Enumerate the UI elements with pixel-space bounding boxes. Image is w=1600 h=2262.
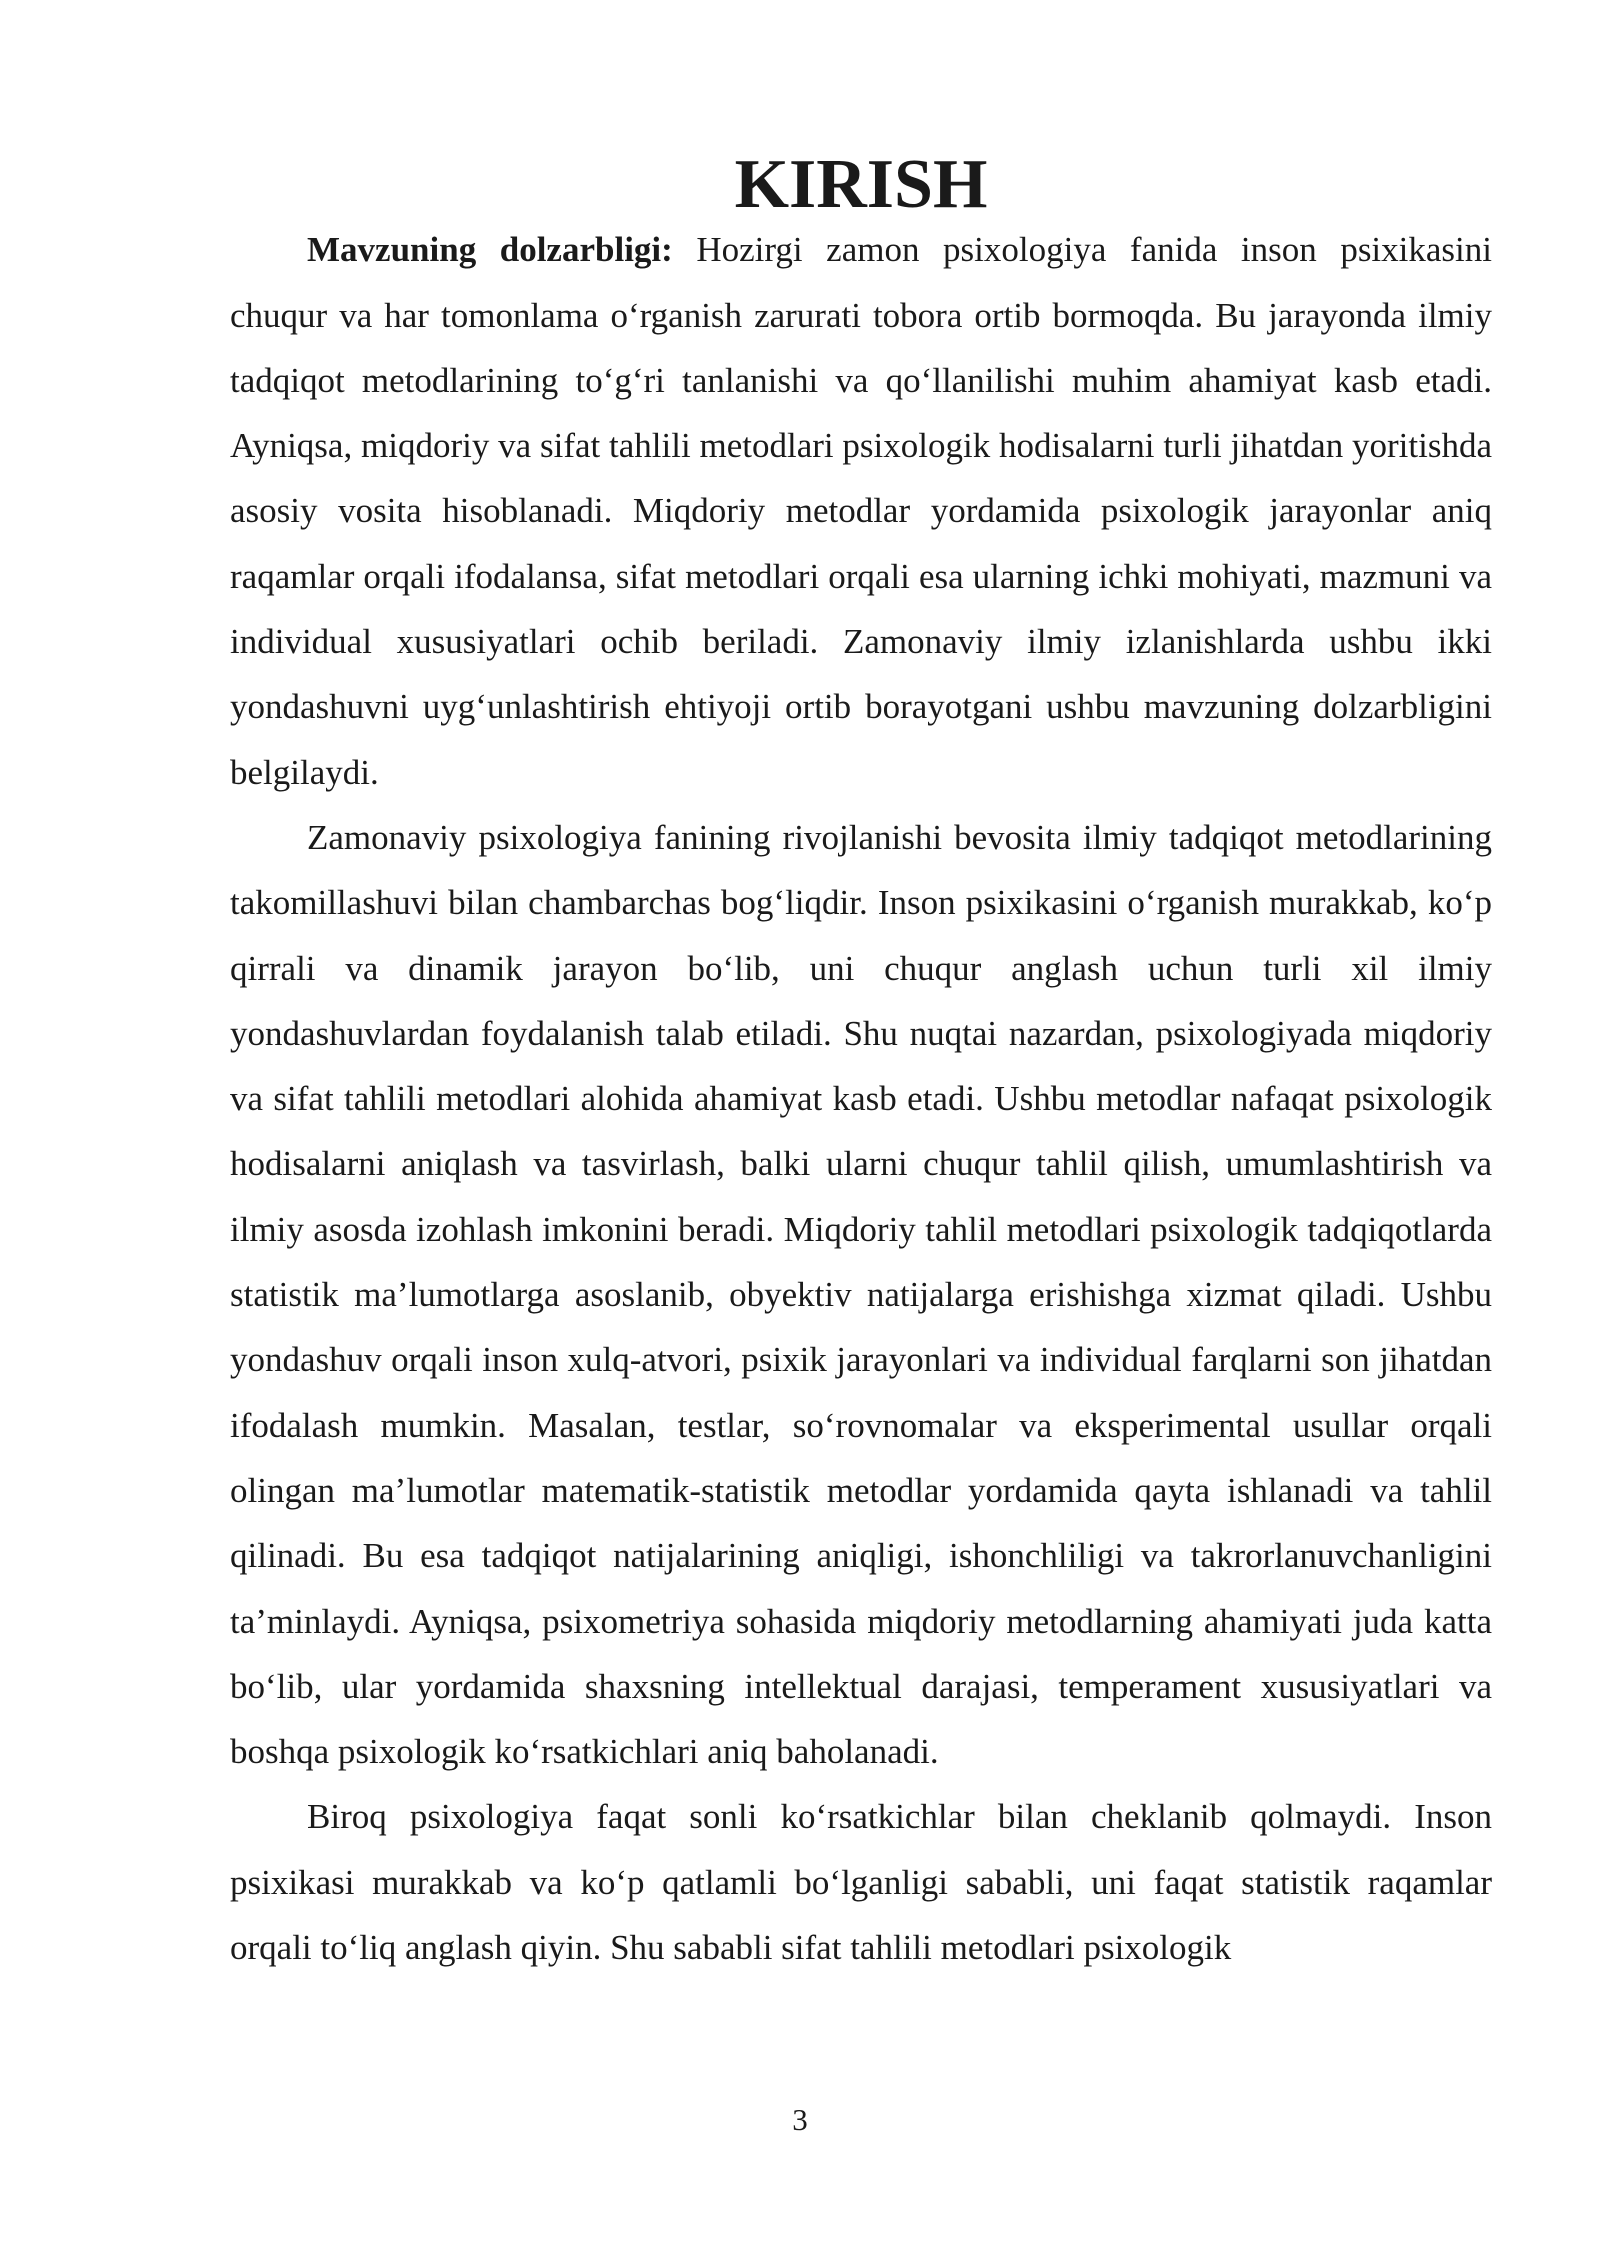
paragraph-methods (230, 805, 1492, 1784)
page-number: 3 (792, 2102, 808, 2137)
paragraph-text: Zamonaviy psixologiya fanining rivojlanishi bevosita ilmiy tadqiqot metodlarining takomillashuvi bilan chambarchas bog‘liqdir. Inson psixikasini o‘rganish murakkab, ko‘p qirrali va dinamik jarayon bo‘lib, uni chuqur anglash uchun turli xil ilmiy yondashuvlardan foydalanish talab etiladi. Shu nuqtai nazardan, psixologiyada miqdoriy va sifat tahlili metodlari alohida ahamiyat kasb etadi. Ushbu metodlar nafaqat psixologik hodisalarni aniqlash va tasvirlash, balki ularni chuqur tahlil qilish, umumlashtirish va ilmiy asosda izohlash imkonini beradi. Miqdoriy tahlil metodlari psixologik tadqiqotlarda statistik ma’lumotlarga asoslanib, obyektiv natijalarga erishishga xizmat qiladi. Ushbu yondashuv orqali inson xulq-atvori, psixik jarayonlari va individual farqlarni son jihatdan ifodalash mumkin. Masalan, testlar, so‘rovnomalar va eksperimental usullar orqali olingan ma’lumotlar matematik-statistik metodlar yordamida qayta ishlanadi va tahlil qilinadi. Bu esa tadqiqot natijalarining aniqligi, ishonchliligi va takrorlanuvchanligini ta’minlaydi. Ayniqsa, psixometriya sohasida miqdoriy metodlarning ahamiyati juda katta bo‘lib, ular yordamida shaxsning intellektual darajasi, temperament xususiyatlari va boshqa psixologik ko‘rsatkichlari aniq baholanadi. (230, 817, 1492, 1772)
section-title: KIRISH (734, 146, 988, 223)
paragraph-text: Biroq psixologiya faqat sonli ko‘rsatkichlar bilan cheklanib qolmaydi. Inson psixikasi murakkab va ko‘p qatlamli bo‘lganligi sababli, uni faqat statistik raqamlar orqali to‘liq anglash qiyin. Shu sababli sifat tahlili metodlari psixologik (230, 1797, 1492, 1968)
paragraph-relevance (230, 217, 1492, 805)
paragraph-text: Hozirgi zamon psixologiya fanida inson psixikasini chuqur va har tomonlama o‘rganish zarurati tobora ortib bormoqda. Bu jarayonda ilmiy tadqiqot metodlarining to‘g‘ri tanlanishi va qo‘llanilishi muhim ahamiyat kasb etadi. Ayniqsa, miqdoriy va sifat tahlili metodlari psixologik hodisalarni turli jihatdan yoritishda asosiy vosita hisoblanadi. Miqdoriy metodlar yordamida psixologik jarayonlar aniq raqamlar orqali ifodalansa, sifat metodlari orqali esa ularning ichki mohiyati, mazmuni va individual xususiyatlari ochib beriladi. Zamonaviy ilmiy izlanishlarda ushbu ikki yondashuvni uyg‘unlashtirish ehtiyoji ortib borayotgani ushbu mavzuning dolzarbligini belgilaydi. (230, 230, 1492, 792)
page-body (230, 146, 1492, 1980)
paragraph-lead-in: Mavzuning dolzarbligi: (307, 230, 673, 270)
paragraph-qualitative (230, 1784, 1492, 1980)
